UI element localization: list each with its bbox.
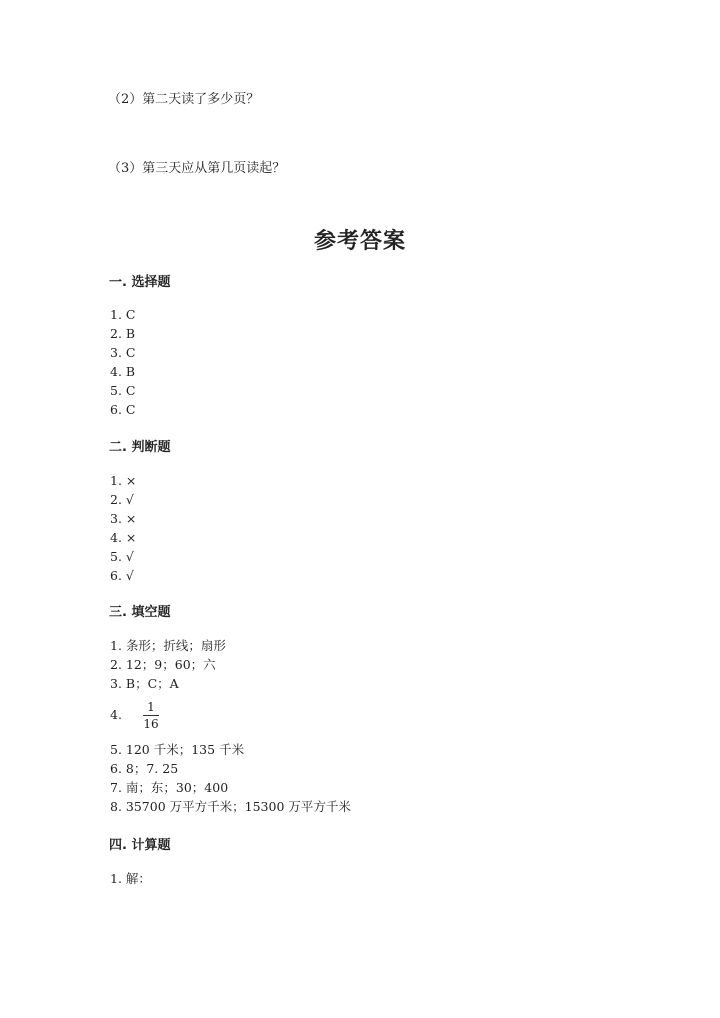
list-item: 3. C [110, 345, 136, 360]
fraction-bar [143, 715, 159, 716]
list-item: 3. × [110, 511, 137, 526]
fraction-denominator: 16 [143, 717, 159, 731]
list-item: 4. × [110, 530, 137, 545]
list-item: 2. B [110, 326, 136, 341]
list-item: 6. 8；7. 25 [110, 761, 179, 776]
section-heading-fill: 三. 填空题 [109, 605, 171, 620]
calc-answer-list [110, 869, 151, 888]
list-item: 6. √ [110, 568, 134, 583]
fraction [143, 701, 159, 731]
list-item: 7. 南；东；30；400 [110, 780, 229, 795]
question-2: （2）第二天读了多少页？ [108, 92, 260, 107]
question-3: （3）第三天应从第几页读起？ [108, 161, 286, 176]
judge-answer-list [110, 471, 136, 585]
fraction-numerator: 1 [147, 700, 155, 714]
list-item: 5. √ [110, 549, 134, 564]
list-item: 1. 条形；折线；扇形 [110, 638, 226, 653]
list-item: 1. × [110, 473, 137, 488]
list-item: 8. 35700 万平方千米；15300 万平方千米 [110, 799, 351, 814]
fill-item4-label: 4. [110, 707, 122, 722]
list-item: 5. C [110, 383, 136, 398]
list-item: 1. C [110, 307, 136, 322]
answer-title: 参考答案 [313, 229, 406, 254]
list-item: 4. B [110, 364, 136, 379]
list-item: 1. 解： [110, 871, 151, 886]
fill-answer-list-bottom [110, 740, 351, 816]
fill-answer-list-top [110, 636, 226, 693]
list-item: 6. C [110, 402, 136, 417]
choice-answer-list [110, 305, 135, 419]
list-item: 5. 120 千米；135 千米 [110, 742, 245, 757]
section-heading-judge: 二. 判断题 [109, 440, 171, 455]
section-heading-choice: 一. 选择题 [109, 275, 171, 290]
list-item: 2. 12；9；60；六 [110, 657, 216, 672]
list-item: 3. B；C；A [110, 676, 179, 691]
list-item: 2. √ [110, 492, 134, 507]
section-heading-calc: 四. 计算题 [109, 838, 171, 853]
